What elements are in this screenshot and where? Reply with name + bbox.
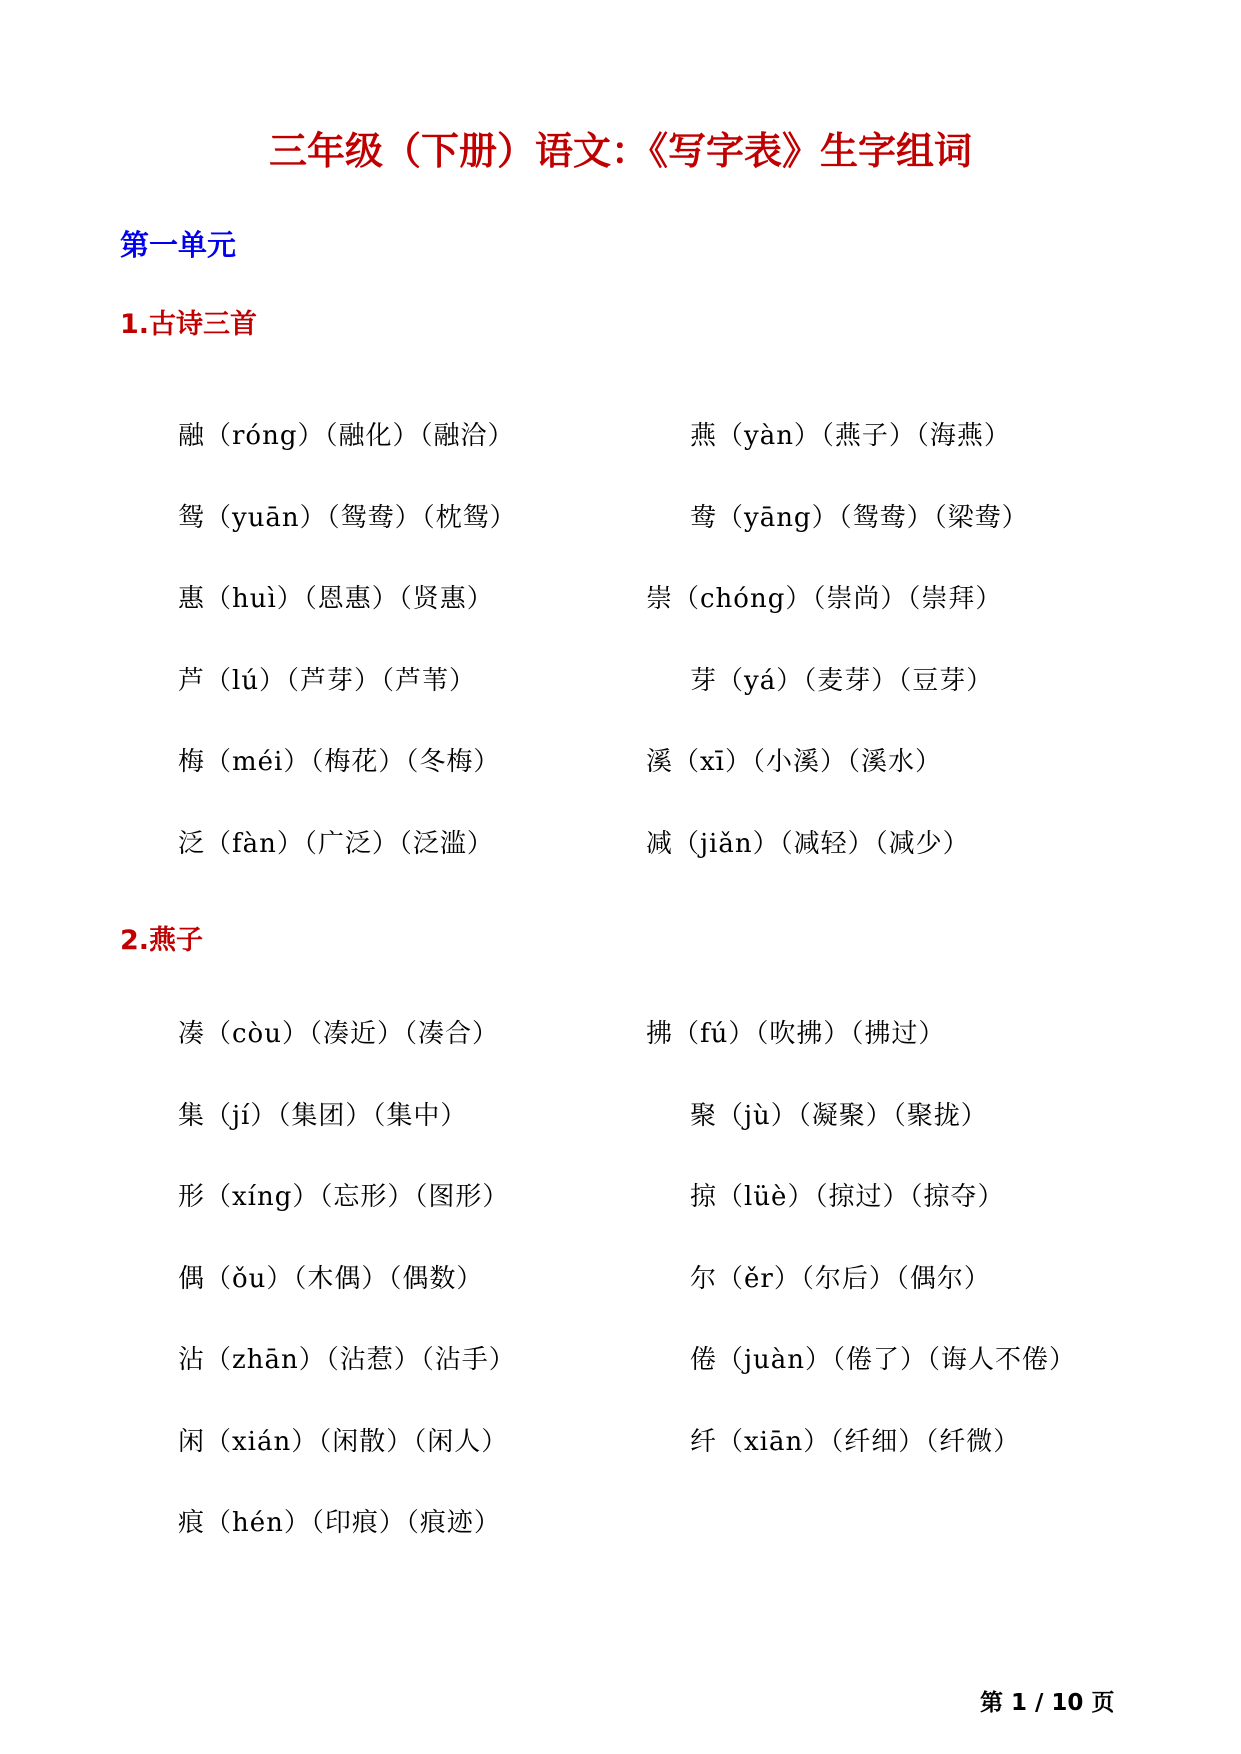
word-entry: 减（jiǎn）（减轻）（减少）	[646, 829, 970, 859]
word-entry: 梅（méi）（梅花）（冬梅）	[178, 747, 501, 777]
word-entry: 痕（hén）（印痕）（痕迹）	[178, 1508, 501, 1538]
word-entry: 掠（lüè）（掠过）（掠夺）	[690, 1182, 1005, 1212]
word-entry: 崇（chóng）（崇尚）（崇拜）	[646, 584, 1003, 614]
word-entry: 尔（ěr）（尔后）（偶尔）	[690, 1264, 991, 1294]
unit-heading: 第一单元	[120, 228, 237, 262]
word-entry: 惠（huì）（恩惠）（贤惠）	[178, 584, 494, 614]
word-entry: 溪（xī）（小溪）（溪水）	[646, 747, 942, 777]
word-entry: 鸯（yāng）（鸳鸯）（梁鸯）	[690, 503, 1029, 533]
word-entry: 形（xíng）（忘形）（图形）	[178, 1182, 510, 1212]
word-entry: 泛（fàn）（广泛）（泛滥）	[178, 829, 494, 859]
word-entry: 集（jí）（集团）（集中）	[178, 1101, 468, 1131]
word-entry: 沾（zhān）（沾惹）（沾手）	[178, 1345, 516, 1375]
word-entry: 凑（còu）（凑近）（凑合）	[178, 1019, 499, 1049]
word-entry: 芦（lú）（芦芽）（芦苇）	[178, 666, 477, 696]
word-entry: 偶（ǒu）（木偶）（偶数）	[178, 1264, 484, 1294]
word-entry: 鸳（yuān）（鸳鸯）（枕鸳）	[178, 503, 517, 533]
word-entry: 拂（fú）（吹拂）（拂过）	[646, 1019, 946, 1049]
word-entry: 融（róng）（融化）（融洽）	[178, 421, 515, 451]
lesson-heading: 1.古诗三首	[120, 309, 258, 340]
word-entry: 芽（yá）（麦芽）（豆芽）	[690, 666, 994, 696]
word-entry: 闲（xián）（闲散）（闲人）	[178, 1427, 509, 1457]
page-title: 三年级（下册）语文：《写字表》生字组词	[268, 129, 972, 173]
word-entry: 倦（juàn）（倦了）（诲人不倦）	[690, 1345, 1077, 1375]
page-number: 第 1 / 10 页	[980, 1690, 1115, 1716]
lesson-heading: 2.燕子	[120, 925, 204, 956]
word-entry: 燕（yàn）（燕子）（海燕）	[690, 421, 1011, 451]
word-entry: 聚（jù）（凝聚）（聚拢）	[690, 1101, 988, 1131]
word-entry: 纤（xiān）（纤细）（纤微）	[690, 1427, 1021, 1457]
